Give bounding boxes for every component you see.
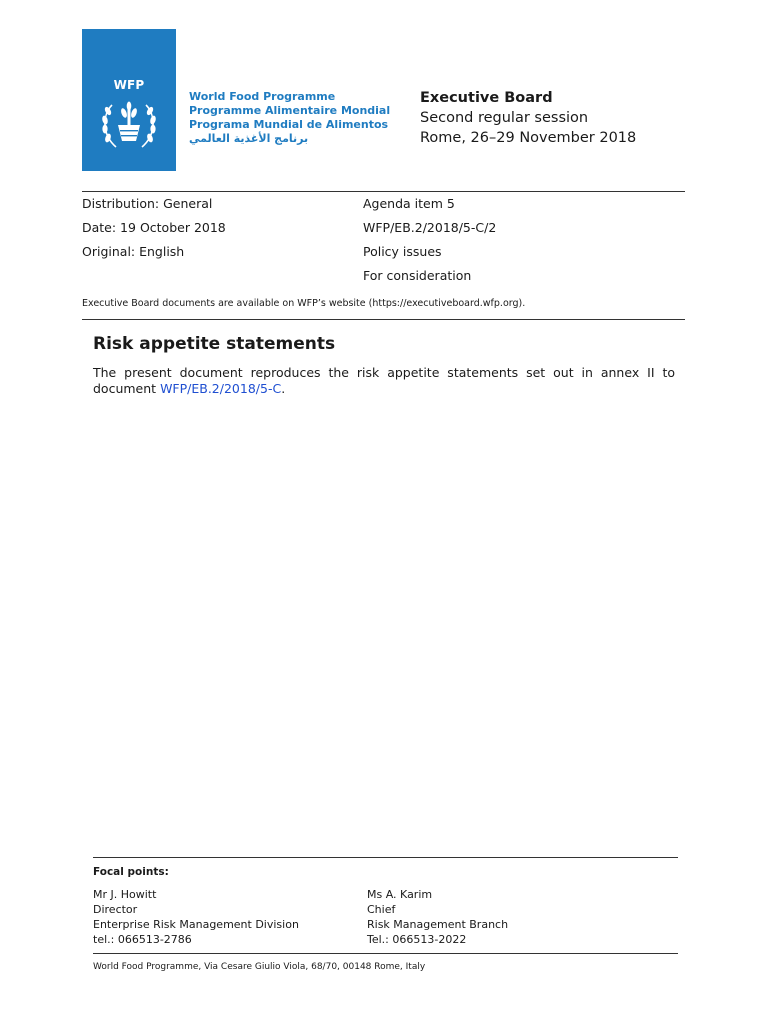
availability-note: Executive Board documents are available on WFP’s website (https://executiveboard.wfp.org). (82, 298, 526, 309)
focal-contact-left (93, 887, 299, 947)
document-link[interactable]: WFP/EB.2/2018/5-C (160, 381, 282, 396)
document-date: Date: 19 October 2018 (82, 220, 226, 235)
document-symbol: WFP/EB.2/2018/5-C/2 (363, 220, 497, 235)
contact-name: Mr J. Howitt (93, 888, 157, 901)
meta-right (363, 192, 496, 288)
document-title: Risk appetite statements (93, 334, 336, 354)
session-place-date: Rome, 26–29 November 2018 (420, 130, 637, 146)
intro-text: The present document reproduces the risk appetite statements set out in annex II to document (93, 365, 675, 396)
org-name-french: Programme Alimentaire Mondial (189, 104, 391, 117)
contact-role: Director (93, 903, 138, 916)
intro-suffix: . (281, 381, 286, 396)
document-category: Policy issues (363, 244, 442, 259)
document-action: For consideration (363, 268, 472, 283)
focal-divider (93, 857, 678, 858)
wfp-logo (82, 29, 176, 171)
agenda-item: Agenda item 5 (363, 196, 455, 211)
distribution: Distribution: General (82, 196, 213, 211)
original-language: Original: English (82, 244, 185, 259)
footer-address: World Food Programme, Via Cesare Giulio Viola, 68/70, 00148 Rome, Italy (93, 962, 426, 972)
contact-tel: Tel.: 066513-2022 (367, 933, 467, 946)
contact-tel: tel.: 066513-2786 (93, 933, 192, 946)
org-name-english: World Food Programme (189, 90, 336, 103)
logo-text: WFP (113, 78, 145, 92)
meta-divider (82, 319, 685, 320)
focal-points-label: Focal points: (93, 866, 169, 878)
footer-divider (93, 953, 678, 954)
focal-contact-right (367, 887, 508, 947)
board-session-block (420, 88, 636, 148)
wfp-wreath-emblem-icon (94, 91, 164, 161)
org-name-spanish: Programa Mundial de Alimentos (189, 118, 389, 131)
contact-unit: Enterprise Risk Management Division (93, 918, 299, 931)
organization-names (189, 90, 390, 146)
meta-left (82, 192, 226, 264)
contact-unit: Risk Management Branch (367, 918, 509, 931)
org-name-arabic: برنامج الأغذية العالمي (189, 132, 309, 145)
session-name: Second regular session (420, 110, 589, 126)
contact-name: Ms A. Karim (367, 888, 433, 901)
contact-role: Chief (367, 903, 396, 916)
board-title: Executive Board (420, 90, 553, 106)
intro-paragraph (93, 365, 675, 397)
